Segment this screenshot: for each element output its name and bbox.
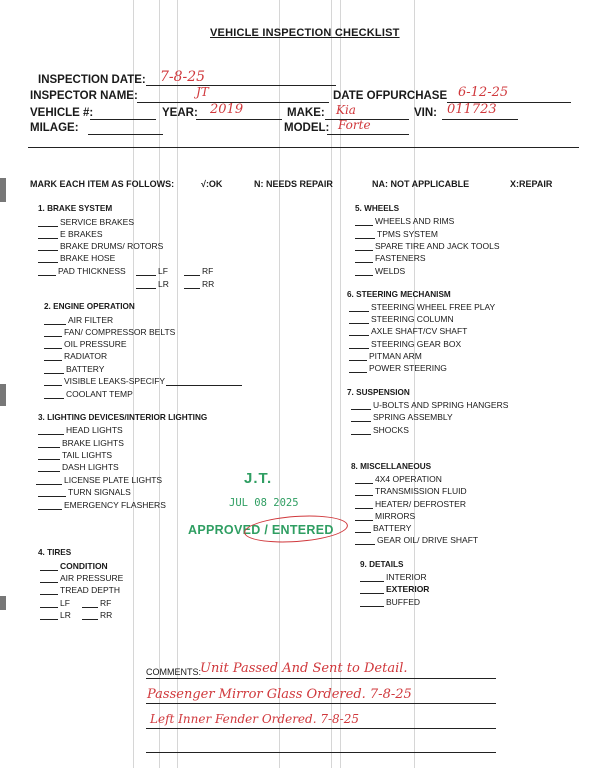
- checklist-item[interactable]: BRAKE DRUMS/ ROTORS: [38, 241, 163, 251]
- make-value[interactable]: Kia: [336, 103, 356, 117]
- checklist-item[interactable]: FASTENERS: [355, 253, 426, 263]
- inspection-date-line: [146, 85, 336, 86]
- scan-artifact: [0, 384, 6, 406]
- section-wheels: 5. WHEELS: [355, 204, 400, 213]
- stamp-initials: J.T.: [244, 470, 273, 487]
- checklist-item[interactable]: AXLE SHAFT/CV SHAFT: [349, 326, 467, 336]
- inspector-name-label: INSPECTOR NAME:: [30, 90, 138, 102]
- date-of-purchase-value[interactable]: 6-12-25: [458, 85, 509, 100]
- vehicle-number-line: [90, 119, 156, 120]
- tire-lf[interactable]: LF: [40, 598, 70, 608]
- legend-ok: √:OK: [201, 179, 223, 189]
- milage-line: [88, 134, 163, 135]
- date-of-purchase-label: DATE OFPURCHASE: [333, 90, 448, 102]
- vehicle-number-label: VEHICLE #:: [30, 107, 94, 119]
- checklist-item[interactable]: BATTERY: [44, 364, 104, 374]
- inspection-date-label: INSPECTION DATE:: [38, 74, 146, 86]
- checklist-item[interactable]: TURN SIGNALS: [38, 487, 131, 497]
- tire-rf[interactable]: RF: [82, 598, 111, 608]
- tires-condition[interactable]: CONDITION: [40, 561, 108, 571]
- checklist-item[interactable]: COOLANT TEMP: [44, 389, 133, 399]
- checklist-item[interactable]: E BRAKES: [38, 229, 103, 239]
- vin-line: [442, 119, 518, 120]
- checklist-item[interactable]: AIR FILTER: [44, 315, 113, 325]
- red-circle-annotation: [243, 512, 349, 545]
- checklist-item[interactable]: STEERING WHEEL FREE PLAY: [349, 302, 495, 312]
- section-steering: 6. STEERING MECHANISM: [347, 290, 451, 299]
- checklist-item[interactable]: SERVICE BRAKES: [38, 217, 134, 227]
- comments-line: [146, 728, 496, 729]
- section-brake-system: 1. BRAKE SYSTEM: [38, 204, 113, 213]
- checklist-item[interactable]: SPARE TIRE AND JACK TOOLS: [355, 241, 500, 251]
- checklist-item[interactable]: WELDS: [355, 266, 405, 276]
- checklist-item[interactable]: TRANSMISSION FLUID: [355, 486, 467, 496]
- checklist-item[interactable]: WHEELS AND RIMS: [355, 216, 454, 226]
- legend-needs-repair: N: NEEDS REPAIR: [254, 179, 333, 189]
- legend-not-applicable: NA: NOT APPLICABLE: [372, 179, 470, 189]
- checklist-item[interactable]: PAD THICKNESS: [38, 266, 126, 276]
- checklist-item[interactable]: BUFFED: [360, 597, 420, 607]
- vin-value[interactable]: 011723: [447, 102, 497, 117]
- checklist-item[interactable]: DASH LIGHTS: [38, 462, 119, 472]
- legend-repair: X:REPAIR: [510, 179, 553, 189]
- page-title: VEHICLE INSPECTION CHECKLIST: [210, 27, 400, 39]
- checklist-item[interactable]: TREAD DEPTH: [40, 585, 120, 595]
- checklist-item[interactable]: BATTERY: [355, 523, 411, 533]
- stamp-date: JUL 08 2025: [229, 497, 299, 509]
- pad-rr[interactable]: RR: [184, 279, 214, 289]
- checklist-item[interactable]: TPMS SYSTEM: [355, 229, 438, 239]
- checklist-item[interactable]: EXTERIOR: [360, 584, 429, 594]
- inspector-name-value[interactable]: JT: [196, 85, 209, 99]
- checklist-item[interactable]: INTERIOR: [360, 572, 427, 582]
- comment-line-1[interactable]: Unit Passed And Sent to Detail.: [200, 661, 408, 676]
- section-details: 9. DETAILS: [360, 560, 404, 569]
- year-label: YEAR:: [162, 107, 198, 119]
- model-value[interactable]: Forte: [338, 118, 371, 132]
- legend-intro: MARK EACH ITEM AS FOLLOWS:: [30, 179, 175, 189]
- checklist-item[interactable]: RADIATOR: [44, 351, 107, 361]
- checklist-item[interactable]: TAIL LIGHTS: [38, 450, 112, 460]
- checklist-item[interactable]: EMERGENCY FLASHERS: [38, 500, 166, 510]
- milage-label: MILAGE:: [30, 122, 79, 134]
- vin-label: VIN:: [414, 107, 437, 119]
- section-lighting: 3. LIGHTING DEVICES/INTERIOR LIGHTING: [38, 413, 208, 422]
- checklist-item[interactable]: HEATER/ DEFROSTER: [355, 499, 466, 509]
- checklist-item[interactable]: PITMAN ARM: [349, 351, 422, 361]
- checklist-item[interactable]: OIL PRESSURE: [44, 339, 127, 349]
- checklist-item[interactable]: SPRING ASSEMBLY: [351, 412, 453, 422]
- scan-streak: [331, 0, 332, 768]
- comments-label: COMMENTS:: [146, 667, 201, 677]
- checklist-item[interactable]: SHOCKS: [351, 425, 409, 435]
- model-line: [327, 134, 409, 135]
- comment-line-3[interactable]: Left Inner Fender Ordered. 7-8-25: [150, 712, 359, 726]
- model-label: MODEL:: [284, 122, 330, 134]
- checklist-item[interactable]: MIRRORS: [355, 511, 415, 521]
- scan-streak: [279, 0, 280, 768]
- checklist-item[interactable]: BRAKE LIGHTS: [38, 438, 124, 448]
- pad-rf[interactable]: RF: [184, 266, 213, 276]
- comments-line: [146, 703, 496, 704]
- header-divider: [28, 147, 579, 148]
- checklist-item[interactable]: FAN/ COMPRESSOR BELTS: [44, 327, 175, 337]
- comments-line: [146, 678, 198, 679]
- section-engine-operation: 2. ENGINE OPERATION: [44, 302, 135, 311]
- checklist-item[interactable]: HEAD LIGHTS: [38, 425, 123, 435]
- comments-line: [146, 752, 496, 753]
- pad-lr[interactable]: LR: [136, 279, 169, 289]
- checklist-item[interactable]: STEERING GEAR BOX: [349, 339, 461, 349]
- comment-line-2[interactable]: Passenger Mirror Glass Ordered. 7-8-25: [147, 687, 412, 702]
- section-suspension: 7. SUSPENSION: [347, 388, 410, 397]
- checklist-item[interactable]: AIR PRESSURE: [40, 573, 123, 583]
- inspection-date-value[interactable]: 7-8-25: [160, 69, 206, 85]
- checklist-item[interactable]: STEERING COLUMN: [349, 314, 454, 324]
- make-label: MAKE:: [287, 107, 325, 119]
- checklist-item[interactable]: U-BOLTS AND SPRING HANGERS: [351, 400, 508, 410]
- stamp-approved-entered: APPROVED / ENTERED: [188, 523, 334, 537]
- checklist-item[interactable]: LICENSE PLATE LIGHTS: [36, 475, 162, 485]
- pad-lf[interactable]: LF: [136, 266, 168, 276]
- year-line: [196, 119, 282, 120]
- scan-artifact: [0, 596, 6, 610]
- checklist-item[interactable]: POWER STEERING: [349, 363, 447, 373]
- section-miscellaneous: 8. MISCELLANEOUS: [351, 462, 432, 471]
- year-value[interactable]: 2019: [210, 102, 244, 117]
- scan-artifact: [0, 178, 6, 202]
- comments-line: [198, 678, 496, 679]
- tire-lr[interactable]: LR: [40, 610, 71, 620]
- checklist-item[interactable]: GEAR OIL/ DRIVE SHAFT: [355, 535, 478, 545]
- checklist-item[interactable]: BRAKE HOSE: [38, 253, 115, 263]
- tire-rr[interactable]: RR: [82, 610, 112, 620]
- checklist-item[interactable]: VISIBLE LEAKS-SPECIFY: [44, 376, 244, 386]
- checklist-item[interactable]: 4X4 OPERATION: [355, 474, 442, 484]
- section-tires: 4. TIRES: [38, 548, 72, 557]
